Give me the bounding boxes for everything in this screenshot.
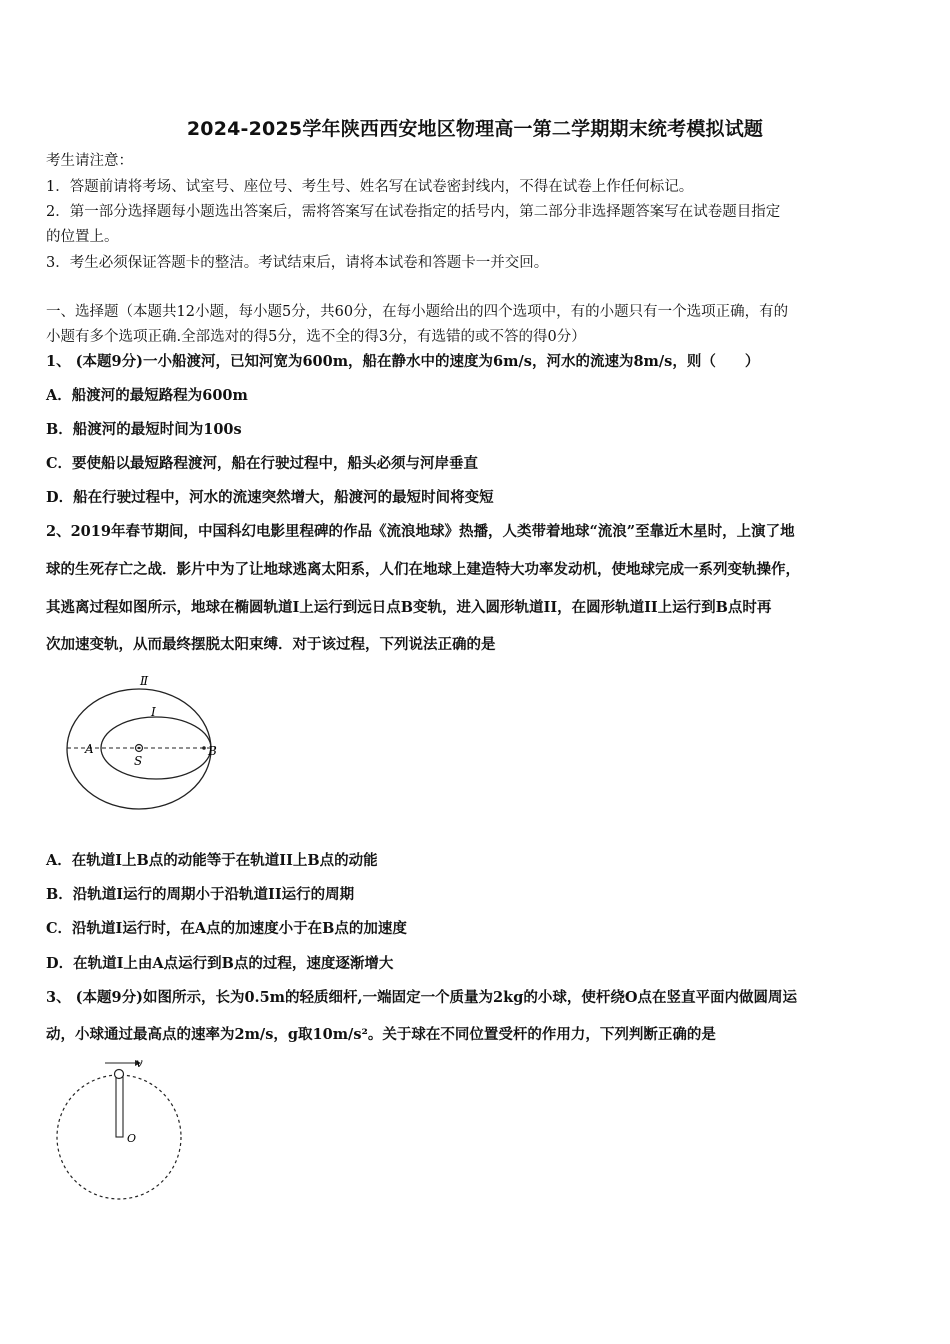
question-1-stem: 1、 (本题9分)一小船渡河，已知河宽为600m，船在静水中的速度为6m/s，河水的流速为8m/s，则（ ） — [46, 353, 760, 370]
point-b-marker — [202, 746, 206, 750]
q2-option-c: C．沿轨道I运行时，在A点的加速度小于在B点的加速度 — [46, 920, 407, 937]
notice-item: 3．考生必须保证答题卡的整洁。考试结束后，请将本试卷和答题卡一并交回。 — [46, 255, 549, 271]
question-2-stem: 球的生死存亡之战．影片中为了让地球逃离太阳系，人们在地球上建造特大功率发动机，使地球完成一系列变轨操作， — [46, 561, 800, 578]
q1-option-c: C．要使船以最短路程渡河，船在行驶过程中，船头必须与河岸垂直 — [46, 455, 479, 472]
orbit-i-label: I — [151, 705, 156, 719]
question-3-stem: 动，小球通过最高点的速率为2m/s，g取10m/s²。关于球在不同位置受杆的作用力，下列判断正确的是 — [46, 1026, 716, 1043]
notice-heading: 考生请注意： — [46, 153, 133, 169]
page-title: 2024-2025学年陕西西安地区物理高一第二学期期末统考模拟试题 — [186, 118, 764, 140]
point-b-label: B — [208, 744, 217, 758]
point-a-label: A — [85, 742, 94, 756]
question-2-stem: 2、2019年春节期间，中国科幻电影里程碑的作品《流浪地球》热播，人类带着地球“流浪”至靠近木星时，上演了地 — [46, 523, 795, 540]
q1-option-d: D．船在行驶过程中，河水的流速突然增大，船渡河的最短时间将变短 — [46, 489, 494, 506]
velocity-label: v — [136, 1056, 143, 1070]
orbit-ii-label: Ⅱ — [140, 674, 149, 688]
rod — [116, 1075, 123, 1137]
q2-option-d: D．在轨道I上由A点运行到B点的过程，速度逐渐增大 — [46, 955, 394, 972]
notice-item: 的位置上。 — [46, 229, 119, 245]
sun-label: S — [134, 754, 143, 768]
question-3-stem: 3、 (本题9分)如图所示，长为0.5m的轻质细杆,一端固定一个质量为2kg的小球，使杆绕O点在竖直平面内做圆周运 — [46, 989, 797, 1006]
notice-item: 1．答题前请将考场、试室号、座位号、考生号、姓名写在试卷密封线内，不得在试卷上作任何标记。 — [46, 179, 694, 195]
question-2-stem: 次加速变轨，从而最终摆脱太阳束缚．对于该过程，下列说法正确的是 — [46, 636, 496, 653]
orbit-diagram — [46, 670, 236, 810]
question-2-stem: 其逃离过程如图所示，地球在椭圆轨道I上运行到远日点B变轨，进入圆形轨道II，在圆形轨道II上运行到B点时再 — [46, 599, 772, 616]
q1-option-a: A．船渡河的最短路程为600m — [46, 387, 248, 404]
q2-option-a: A．在轨道I上B点的动能等于在轨道II上B点的动能 — [46, 852, 378, 869]
notice-item: 2．第一部分选择题每小题选出答案后，需将答案写在试卷指定的括号内，第二部分非选择题答案写在试卷题目指定 — [46, 204, 781, 220]
rod-circle-diagram — [50, 1055, 200, 1205]
section-heading: 一、选择题（本题共12小题，每小题5分，共60分，在每小题给出的四个选项中，有的小题只有一个选项正确，有的 — [46, 304, 789, 320]
section-heading: 小题有多个选项正确.全部选对的得5分，选不全的得3分，有选错的或不答的得0分） — [46, 329, 586, 345]
pivot-label: O — [127, 1132, 137, 1145]
q1-option-b: B．船渡河的最短时间为100s — [46, 421, 242, 438]
q2-option-b: B．沿轨道I运行的周期小于沿轨道II运行的周期 — [46, 886, 355, 903]
ball — [115, 1070, 124, 1079]
